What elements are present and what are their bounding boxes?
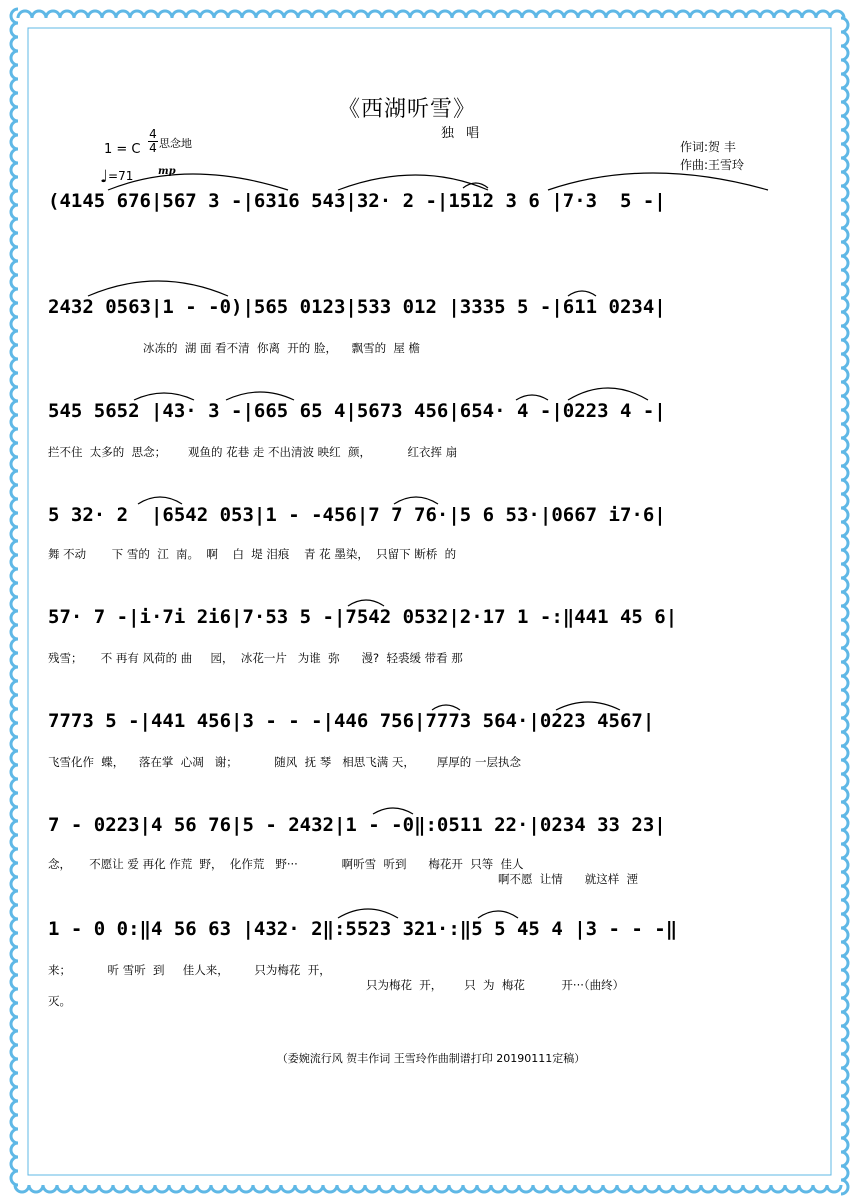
score-sheet — [48, 40, 814, 1165]
music-row-5: 57· 7 -|i·7i 2i6|7·53 5 -|7542 0532|2·17 1 -:‖441 45 6| — [48, 606, 678, 628]
lyric-row-5: 残雪； 不 再有 风荷的 曲 园， 冰花一片 为谁 弥 漫? 轻裘缓 带看 那 — [48, 651, 463, 665]
lyric-row-8: 来； 听 雪听 到 佳人来， 只为梅花 开， — [48, 963, 331, 977]
lyric-row-7: 念， 不愿让 爱 再化 作荒 野， 化作荒 野··· 啊听雪 听到 梅花开 只等 佳人 — [48, 857, 524, 871]
composer-credit: 作曲:王雪玲 — [680, 158, 745, 172]
lyric-row-6: 飞雪化作 蝶， 落在掌 心凋 谢； 随风 抚 琴 相思飞满 天， 厚厚的 一层执念 — [48, 755, 521, 769]
lyric-row-7-second: 啊不愿 让情 就这样 湮 — [498, 872, 639, 886]
expression-mark: 思念地 — [159, 137, 192, 150]
music-row-1: (4145 676|567 3 -|6316 543|32· 2 -|1512 3 6 |7·3 5 -| — [48, 190, 666, 212]
lyric-row-3: 拦不住 太多的 思念； 观鱼的 花巷 走 不出清波 映红 颜， 红衣挥 扇 — [48, 445, 458, 459]
tempo-value: =71 — [108, 169, 134, 183]
time-signature-top: 4 — [149, 127, 157, 141]
song-subtitle: 独 唱 — [441, 126, 484, 141]
lyric-row-8-second: 只为梅花 开， 只 为 梅花 开···（曲终） — [366, 978, 625, 992]
music-row-8: 1 - 0 0:‖4 56 63 |432· 2‖:5523 321·:‖5 5 45 4 |3 - - -‖ — [48, 918, 678, 940]
lyricist-credit: 作词:贺 丰 — [680, 140, 736, 154]
music-row-2: 2432 0563|1 - -0)|565 0123|533 012 |3335 5 -|611 0234| — [48, 296, 666, 318]
key-signature: 1 = C — [104, 142, 141, 157]
music-row-7: 7 - 0223|4 56 76|5 - 2432|1 - -0‖:0511 22·|0234 33 23| — [48, 814, 666, 836]
dynamic-mark: mp — [158, 166, 176, 177]
music-row-4: 5 32· 2 |6542 053|1 - -456|7 7 76·|5 6 53·|0667 i7·6| — [48, 504, 666, 526]
quarter-note-icon: ♩ — [100, 167, 109, 187]
music-row-6: 7773 5 -|441 456|3 - - -|446 756|7773 564·|0223 4567| — [48, 710, 655, 732]
lyric-row-4: 舞 不动 下 雪的 江 南。 啊 白 堤 泪痕 青 花 墨染， 只留下 断桥 的 — [48, 547, 457, 561]
lyric-row-2: 冰冻的 湖 面 看不清 你离 开的 脸， 飘雪的 屋 檐 — [48, 341, 421, 355]
song-title: 《西湖听雪》 — [338, 97, 477, 122]
music-row-3: 545 5652 |43· 3 -|665 65 4|5673 456|654· 4 -|0223 4 -| — [48, 400, 666, 422]
time-signature-bottom: 4 — [149, 141, 157, 155]
slur-marks — [48, 40, 814, 1040]
lyric-row-8-third: 灭。 — [48, 994, 71, 1008]
footer-note: （委婉流行风 贺丰作词 王雪玲作曲制谱打印 20190111定稿） — [276, 1052, 586, 1065]
